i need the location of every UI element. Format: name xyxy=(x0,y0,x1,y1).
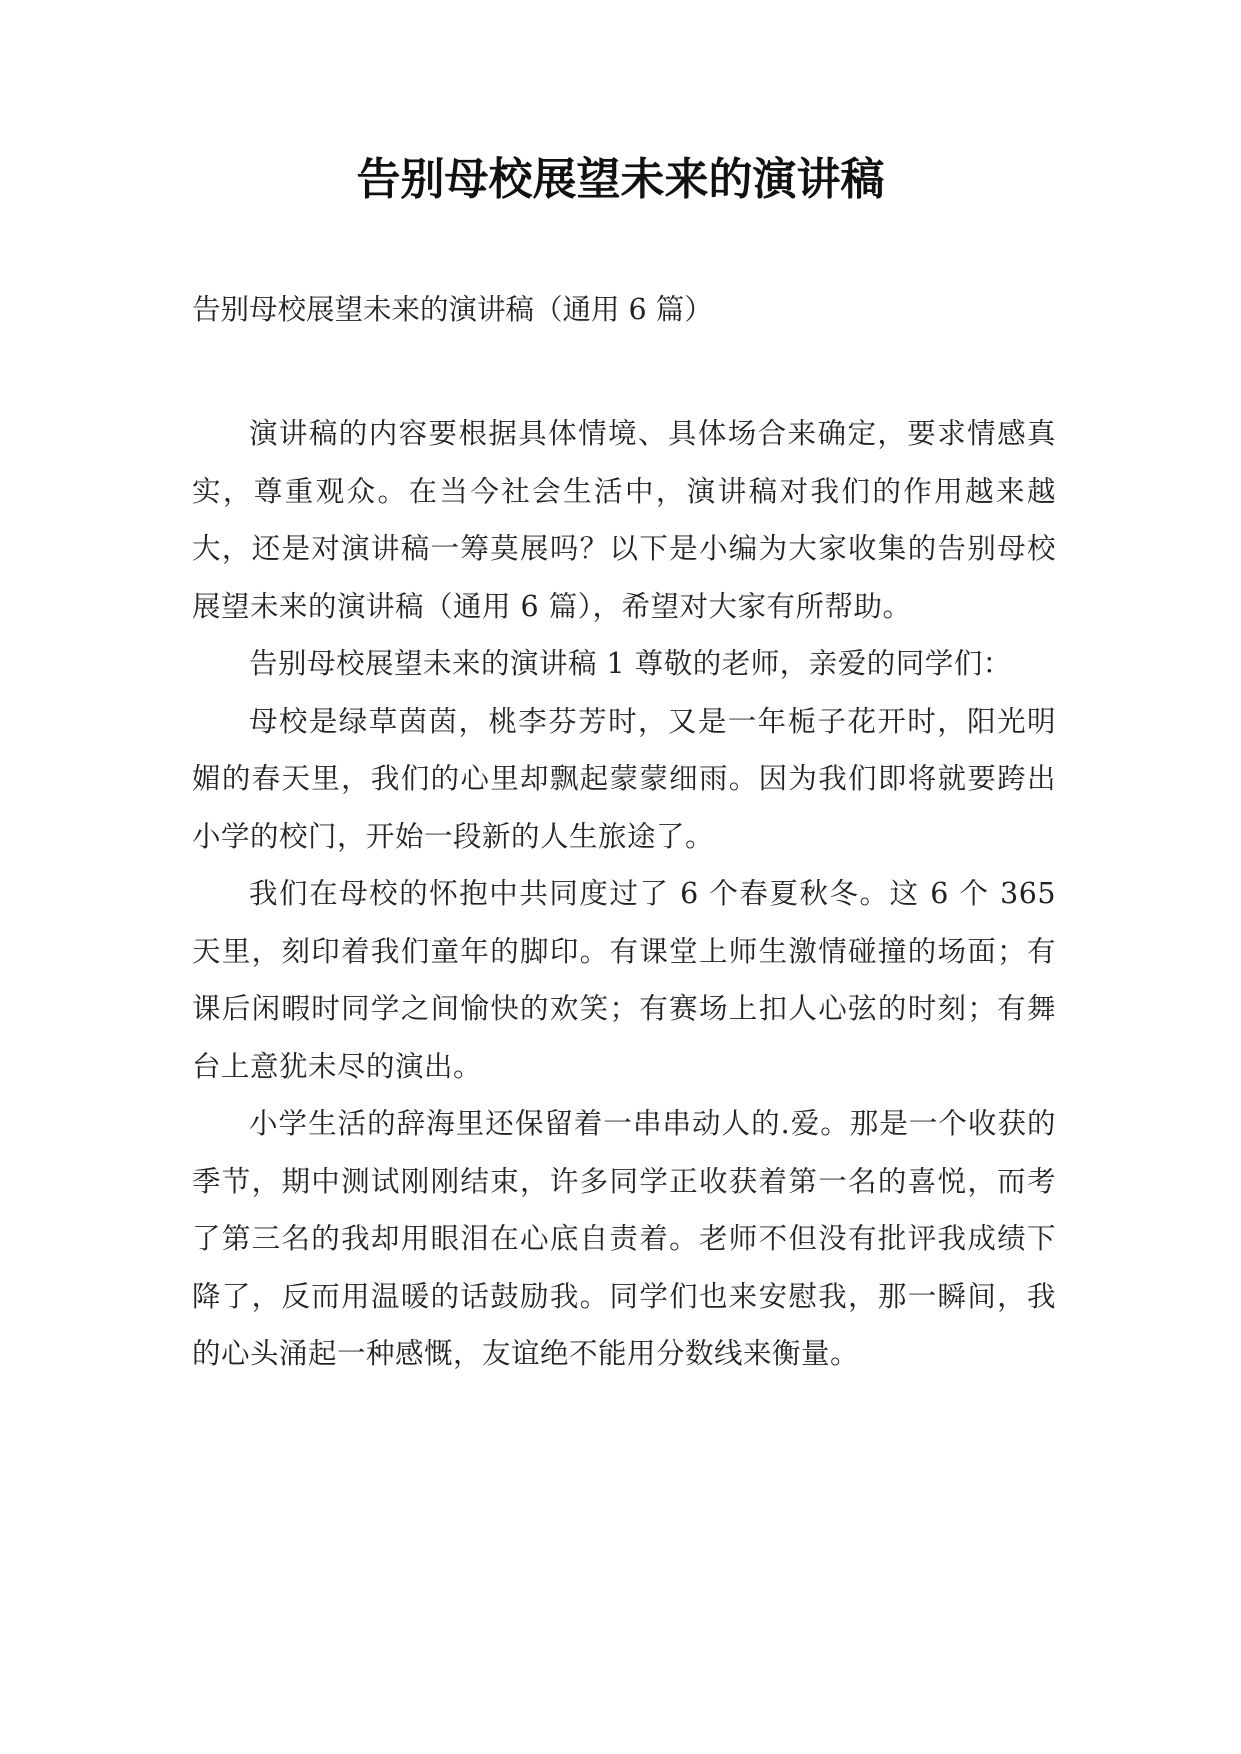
paragraph-salutation: 告别母校展望未来的演讲稿 1 尊敬的老师，亲爱的同学们： xyxy=(249,647,1012,680)
paragraph-six-years: 我们在母校的怀抱中共同度过了 6 个春夏秋冬。这 6 个 365 天里，刻印着我们童年的脚印。有课堂上师生激情碰撞的场面；有课后闲暇时同学之间愉快的欢笑；有赛场上扣人心弦的时刻；有舞台上意犹未尽的演出。 xyxy=(192,877,1056,1083)
document-body xyxy=(192,405,1056,1383)
paragraph-intro: 演讲稿的内容要根据具体情境、具体场合来确定，要求情感真实，尊重观众。在当今社会生活中，演讲稿对我们的作用越来越大，还是对演讲稿一筹莫展吗？以下是小编为大家收集的告别母校展望未来的演讲稿（通用 6 篇），希望对大家有所帮助。 xyxy=(192,417,1056,623)
paragraph-alma-mater: 母校是绿草茵茵，桃李芬芳时，又是一年栀子花开时，阳光明媚的春天里，我们的心里却飘起蒙蒙细雨。因为我们即将就要跨出小学的校门，开始一段新的人生旅途了。 xyxy=(192,704,1056,853)
document-subtitle: 告别母校展望未来的演讲稿（通用 6 篇） xyxy=(192,293,713,326)
paragraph-memory: 小学生活的辞海里还保留着一串串动人的.爱。那是一个收获的季节，期中测试刚刚结束，许多同学正收获着第一名的喜悦，而考了第三名的我却用眼泪在心底自责着。老师不但没有批评我成绩下降了，反而用温暖的话鼓励我。同学们也来安慰我，那一瞬间，我的心头涌起一种感慨，友谊绝不能用分数线来衡量。 xyxy=(192,1107,1056,1370)
document-title: 告别母校展望未来的演讲稿 xyxy=(356,154,885,205)
